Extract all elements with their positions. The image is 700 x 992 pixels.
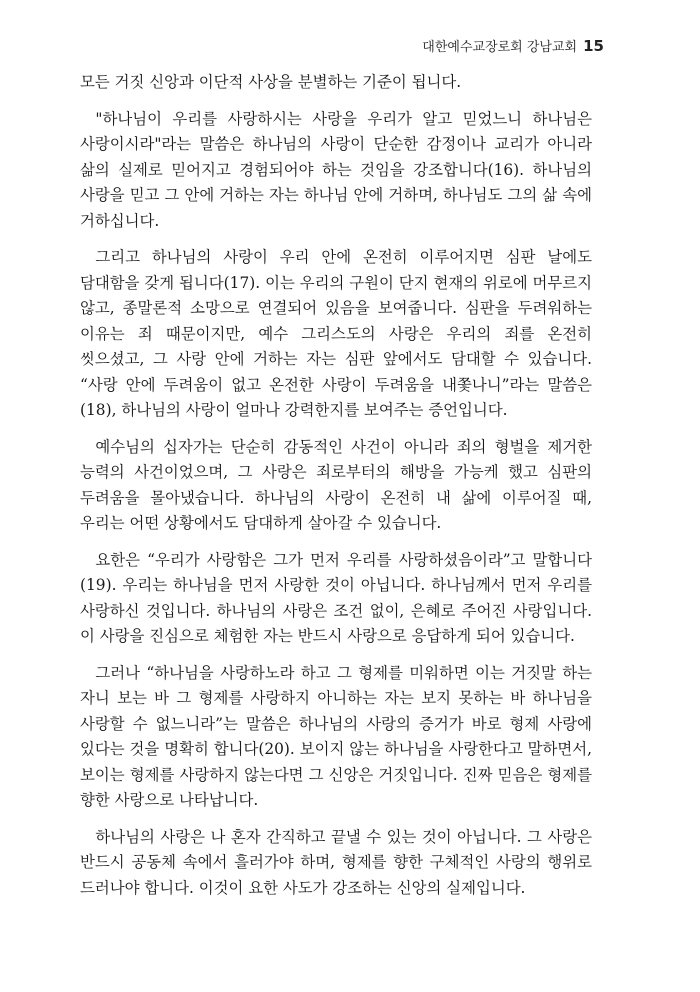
body-text (80, 70, 592, 912)
paragraph-3: 그리고 하나님의 사랑이 우리 안에 온전히 이루어지면 심판 날에도 담대함을 갖게 됩니다(17). 이는 우리의 구원이 단지 현재의 위로에 머무르지 않고, 종말론적 소망으로 연결되어 있음을 보여줍니다. 심판을 두려워하는 이유는 죄 때문이지만, 예수 그리스도의 사랑은 우리의 죄를 온전히 씻으셨고, 그 사랑 안에 거하는 자는 심판 앞에서도 담대할 수 있습니다. “사랑 안에 두려움이 없고 온전한 사랑이 두려움을 내쫓나니”라는 말씀은(18), 하나님의 사랑이 얼마나 강력한지를 보여주는 증언입니다. (80, 248, 592, 419)
running-header (422, 36, 604, 55)
header-title: 대한예수교장로회 강남교회 (422, 40, 578, 55)
paragraph-1: 모든 거짓 신앙과 이단적 사상을 분별하는 기준이 됩니다. (80, 73, 462, 91)
paragraph-5: 요한은 “우리가 사랑함은 그가 먼저 우리를 사랑하셨음이라”고 말합니다(19). 우리는 하나님을 먼저 사랑한 것이 아닙니다. 하나님께서 먼저 우리를 사랑하신 것입니다. 하나님의 사랑은 조건 없이, 은혜로 주어진 사랑입니다. 이 사랑을 진심으로 체험한 자는 반드시 사랑으로 응답하게 되어 있습니다. (80, 550, 592, 645)
paragraph-6: 그러나 “하나님을 사랑하노라 하고 그 형제를 미워하면 이는 거짓말 하는 자니 보는 바 그 형제를 사랑하지 아니하는 자는 보지 못하는 바 하나님을 사랑할 수 없느니라”는 말씀은 하나님의 사랑의 증거가 바로 형제 사랑에 있다는 것을 명확히 합니다(20). 보이지 않는 하나님을 사랑한다고 말하면서, 보이는 형제를 사랑하지 않는다면 그 신앙은 거짓입니다. 진짜 믿음은 형제를 향한 사랑으로 나타납니다. (80, 663, 592, 809)
page-number: 15 (583, 37, 604, 55)
paragraph-7: 하나님의 사랑은 나 혼자 간직하고 끝낼 수 있는 것이 아닙니다. 그 사랑은 반드시 공동체 속에서 흘러가야 하며, 형제를 향한 구체적인 사랑의 행위로 드러나야 합니다. 이것이 요한 사도가 강조하는 신앙의 실제입니다. (80, 827, 592, 897)
paragraph-4: 예수님의 십자가는 단순히 감동적인 사건이 아니라 죄의 형벌을 제거한 능력의 사건이었으며, 그 사랑은 죄로부터의 해방을 가능케 했고 심판의 두려움을 몰아냈습니다. 하나님의 사랑이 온전히 내 삶에 이루어질 때, 우리는 어떤 상황에서도 담대하게 살아갈 수 있습니다. (80, 437, 592, 532)
paragraph-2: "하나님이 우리를 사랑하시는 사랑을 우리가 알고 믿었느니 하나님은 사랑이시라"라는 말씀은 하나님의 사랑이 단순한 감정이나 교리가 아니라 삶의 실제로 믿어지고 경험되어야 하는 것임을 강조합니다(16). 하나님의 사랑을 믿고 그 안에 거하는 자는 하나님 안에 거하며, 하나님도 그의 삶 속에 거하십니다. (80, 109, 592, 230)
